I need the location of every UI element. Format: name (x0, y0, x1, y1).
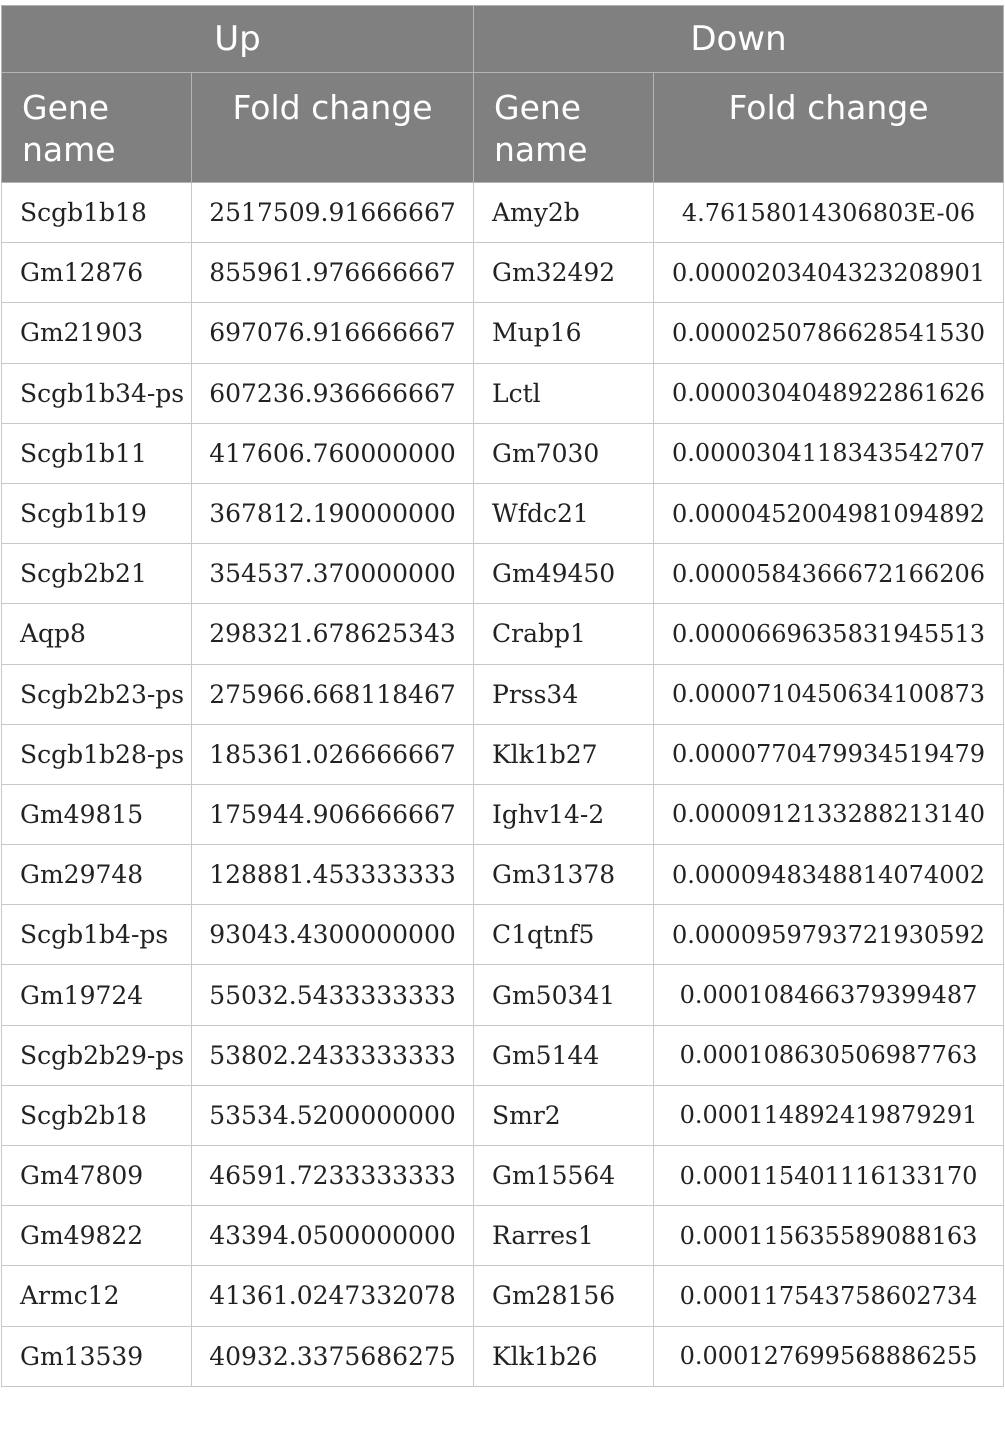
down-gene-cell: Gm7030 (474, 423, 654, 483)
up-fold-change-cell: 46591.7233333333 (192, 1146, 474, 1206)
down-fold-change-cell: 0.000127699568886255 (654, 1326, 1004, 1386)
down-gene-cell: Klk1b26 (474, 1326, 654, 1386)
up-gene-cell: Gm49815 (2, 784, 192, 844)
table-row (2, 423, 1004, 483)
table-row (2, 1085, 1004, 1145)
table-row (2, 1266, 1004, 1326)
down-fold-change-cell: 4.76158014306803E-06 (654, 183, 1004, 243)
table-header (2, 6, 1004, 183)
table-row (2, 724, 1004, 784)
up-gene-cell: Armc12 (2, 1266, 192, 1326)
up-group-header: Up (2, 6, 474, 73)
up-gene-cell: Scgb1b19 (2, 483, 192, 543)
up-fold-change-cell: 53534.5200000000 (192, 1085, 474, 1145)
table-row (2, 183, 1004, 243)
table-row (2, 604, 1004, 664)
down-gene-cell: Gm5144 (474, 1025, 654, 1085)
up-gene-cell: Gm47809 (2, 1146, 192, 1206)
down-fold-change-cell: 0.0000948348814074002 (654, 845, 1004, 905)
down-fold-change-cell: 0.0000584366672166206 (654, 544, 1004, 604)
table-row (2, 1025, 1004, 1085)
up-fold-change-cell: 417606.760000000 (192, 423, 474, 483)
down-gene-name-header: Gene name (474, 73, 654, 183)
down-gene-cell: Mup16 (474, 303, 654, 363)
up-fold-change-cell: 298321.678625343 (192, 604, 474, 664)
table-row (2, 1326, 1004, 1386)
up-gene-cell: Scgb2b23-ps (2, 664, 192, 724)
up-gene-cell: Gm12876 (2, 243, 192, 303)
up-fold-change-cell: 607236.936666667 (192, 363, 474, 423)
table-row (2, 243, 1004, 303)
up-gene-cell: Scgb1b11 (2, 423, 192, 483)
down-gene-cell: Lctl (474, 363, 654, 423)
column-header-row (2, 73, 1004, 183)
down-fold-change-cell: 0.0000203404323208901 (654, 243, 1004, 303)
up-fold-change-cell: 175944.906666667 (192, 784, 474, 844)
up-fold-change-cell: 855961.976666667 (192, 243, 474, 303)
down-gene-cell: C1qtnf5 (474, 905, 654, 965)
down-fold-change-cell: 0.0000452004981094892 (654, 483, 1004, 543)
up-gene-cell: Scgb1b34-ps (2, 363, 192, 423)
table-row (2, 664, 1004, 724)
down-gene-cell: Gm49450 (474, 544, 654, 604)
up-fold-change-cell: 41361.0247332078 (192, 1266, 474, 1326)
down-gene-cell: Smr2 (474, 1085, 654, 1145)
up-fold-change-cell: 275966.668118467 (192, 664, 474, 724)
up-fold-change-cell: 93043.4300000000 (192, 905, 474, 965)
table-row (2, 1206, 1004, 1266)
up-fold-change-cell: 367812.190000000 (192, 483, 474, 543)
up-gene-cell: Scgb2b21 (2, 544, 192, 604)
down-gene-cell: Gm31378 (474, 845, 654, 905)
down-group-header: Down (474, 6, 1004, 73)
up-gene-cell: Gm13539 (2, 1326, 192, 1386)
table-row (2, 544, 1004, 604)
up-gene-cell: Scgb1b28-ps (2, 724, 192, 784)
table-row (2, 483, 1004, 543)
up-fold-change-cell: 43394.0500000000 (192, 1206, 474, 1266)
down-gene-cell: Gm32492 (474, 243, 654, 303)
gene-fold-change-table (1, 5, 1004, 1387)
down-fold-change-cell: 0.000115401116133170 (654, 1146, 1004, 1206)
down-gene-cell: Wfdc21 (474, 483, 654, 543)
down-gene-cell: Rarres1 (474, 1206, 654, 1266)
down-fold-change-cell: 0.0000304048922861626 (654, 363, 1004, 423)
down-gene-cell: Gm50341 (474, 965, 654, 1025)
down-fold-change-cell: 0.0000912133288213140 (654, 784, 1004, 844)
down-fold-change-cell: 0.0000959793721930592 (654, 905, 1004, 965)
up-gene-cell: Aqp8 (2, 604, 192, 664)
down-gene-cell: Amy2b (474, 183, 654, 243)
table-body (2, 183, 1004, 1387)
group-header-row (2, 6, 1004, 73)
down-fold-change-cell: 0.0000250786628541530 (654, 303, 1004, 363)
up-fold-change-cell: 128881.453333333 (192, 845, 474, 905)
down-fold-change-cell: 0.0000710450634100873 (654, 664, 1004, 724)
down-fold-change-cell: 0.000108466379399487 (654, 965, 1004, 1025)
down-gene-cell: Prss34 (474, 664, 654, 724)
down-gene-cell: Klk1b27 (474, 724, 654, 784)
table-row (2, 784, 1004, 844)
up-gene-cell: Scgb1b4-ps (2, 905, 192, 965)
up-fold-change-cell: 55032.5433333333 (192, 965, 474, 1025)
down-gene-cell: Crabp1 (474, 604, 654, 664)
up-gene-cell: Gm29748 (2, 845, 192, 905)
up-gene-cell: Scgb2b29-ps (2, 1025, 192, 1085)
up-fold-change-cell: 185361.026666667 (192, 724, 474, 784)
up-fold-change-cell: 354537.370000000 (192, 544, 474, 604)
down-fold-change-cell: 0.0000304118343542707 (654, 423, 1004, 483)
up-fold-change-cell: 2517509.91666667 (192, 183, 474, 243)
table-row (2, 965, 1004, 1025)
up-fold-change-cell: 53802.2433333333 (192, 1025, 474, 1085)
up-gene-cell: Scgb2b18 (2, 1085, 192, 1145)
up-gene-name-header: Gene name (2, 73, 192, 183)
down-fold-change-cell: 0.000115635589088163 (654, 1206, 1004, 1266)
table-row (2, 1146, 1004, 1206)
up-fold-change-header: Fold change (192, 73, 474, 183)
down-fold-change-cell: 0.000117543758602734 (654, 1266, 1004, 1326)
table-row (2, 905, 1004, 965)
table-row (2, 303, 1004, 363)
up-gene-cell: Gm19724 (2, 965, 192, 1025)
down-fold-change-cell: 0.000108630506987763 (654, 1025, 1004, 1085)
down-fold-change-header: Fold change (654, 73, 1004, 183)
down-gene-cell: Ighv14-2 (474, 784, 654, 844)
down-gene-cell: Gm28156 (474, 1266, 654, 1326)
up-fold-change-cell: 697076.916666667 (192, 303, 474, 363)
up-gene-cell: Gm21903 (2, 303, 192, 363)
down-fold-change-cell: 0.000114892419879291 (654, 1085, 1004, 1145)
table-row (2, 363, 1004, 423)
up-gene-cell: Scgb1b18 (2, 183, 192, 243)
down-fold-change-cell: 0.0000770479934519479 (654, 724, 1004, 784)
down-gene-cell: Gm15564 (474, 1146, 654, 1206)
up-fold-change-cell: 40932.3375686275 (192, 1326, 474, 1386)
table-row (2, 845, 1004, 905)
up-gene-cell: Gm49822 (2, 1206, 192, 1266)
down-fold-change-cell: 0.0000669635831945513 (654, 604, 1004, 664)
